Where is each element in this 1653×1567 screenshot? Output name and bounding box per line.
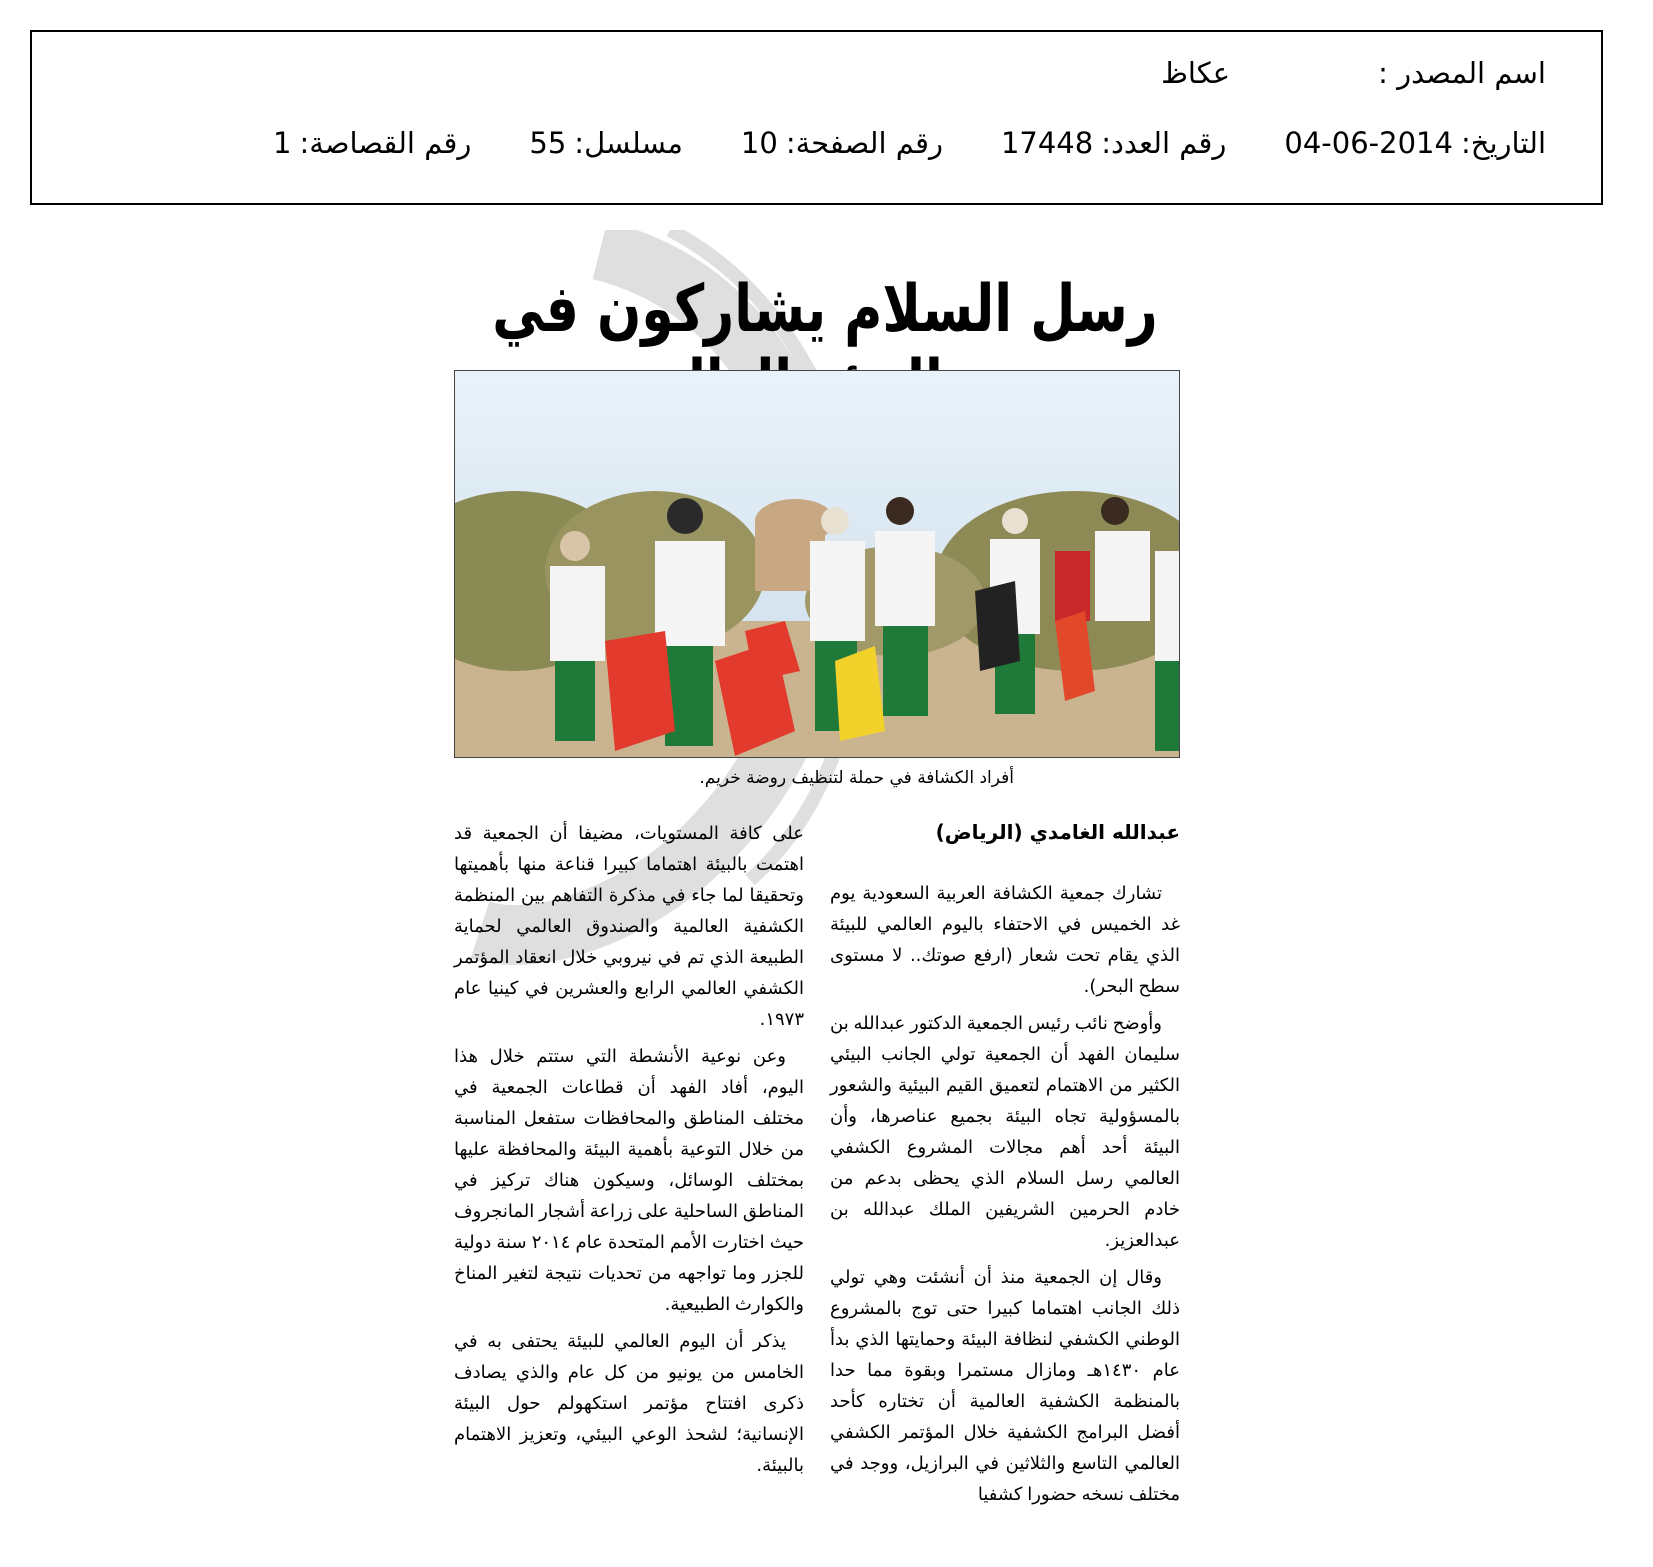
source-field — [1161, 56, 1546, 90]
serial-label: مسلسل: — [574, 126, 683, 160]
photo-caption: أفراد الكشافة في حملة لتنظيف روضة خريم. — [699, 768, 1014, 788]
paragraph: وأوضح نائب رئيس الجمعية الدكتور عبدالله بن سليمان الفهد أن الجمعية تولي الجانب البيئي الكثير من الاهتمام لتعميق القيم البيئية والشعور بالمسؤولية تجاه البيئة بجميع عناصرها، وأن البيئة أحد أهم مجالات المشروع الكشفي العالمي رسل السلام الذي يحظى بدعم من خادم الحرمين الشريفين الملك عبدالله بن عبدالعزيز. — [830, 1013, 1180, 1251]
paragraph: يذكر أن اليوم العالمي للبيئة يحتفى به في الخامس من يونيو من كل عام والذي يصادف ذكرى افتتاح مؤتمر استكهولم حول البيئة الإنسانية؛ لشحذ الوعي البيئي، وتعزيز الاهتمام بالبيئة. — [454, 1331, 804, 1476]
source-value: عكاظ — [1161, 56, 1231, 90]
issue-field — [1001, 126, 1226, 160]
scouts-cleanup-photo — [455, 371, 1180, 758]
metadata-row-source — [1161, 56, 1546, 90]
issue-value: 17448 — [1000, 126, 1094, 160]
article-column-right — [830, 878, 1180, 1516]
paragraph: على كافة المستويات، مضيفا أن الجمعية قد اهتمت بالبيئة اهتماما كبيرا قناعة منها بأهميتها وتحقيقا لما جاء في مذكرة التفاهم بين المنظمة الكشفية العالمية والصندوق العالمي لحماية الطبيعة الذي تم في نيروبي خلال انعقاد المؤتمر الكشفي العالمي الرابع والعشرين في كينيا عام ١٩٧٣. — [454, 823, 804, 1030]
paragraph: وقال إن الجمعية منذ أن أنشئت وهي تولي ذلك الجانب اهتماما كبيرا حتى توج بالمشروع الوطني الكشفي لنظافة البيئة وحمايتها الذي بدأ عام ١٤٣٠هـ ومازال مستمرا وبقوة مما حدا بالمنظمة الكشفية العالمية أن تختاره كأحد أفضل البرامج الكشفية خلال المؤتمر الكشفي العالمي التاسع والثلاثين في البرازيل، ووجد في مختلف نسخه حضورا كشفيا — [830, 1267, 1180, 1505]
article-headline: رسل السلام يشاركون في — [492, 272, 1158, 347]
page-value: 10 — [740, 126, 778, 160]
date-field — [1284, 126, 1546, 160]
source-label: اسم المصدر : — [1378, 56, 1546, 90]
date-value: 04-06-2014 — [1284, 126, 1453, 160]
article-photo — [454, 370, 1180, 758]
metadata-row-details — [273, 126, 1546, 160]
serial-field — [529, 126, 683, 160]
paragraph: تشارك جمعية الكشافة العربية السعودية يوم غد الخميس في الاحتفاء باليوم العالمي للبيئة الذي يقام تحت شعار (ارفع صوتك.. لا مستوى سطح البحر). — [830, 883, 1180, 997]
date-label: التاريخ: — [1460, 126, 1546, 160]
page-label: رقم الصفحة: — [785, 126, 943, 160]
clip-value: 1 — [273, 126, 292, 160]
paragraph: وعن نوعية الأنشطة التي ستتم خلال هذا اليوم، أفاد الفهد أن قطاعات الجمعية في مختلف المناطق والمحافظات ستفعل المناسبة من خلال التوعية بأهمية البيئة والمحافظة عليها بمختلف الوسائل، وسيكون هناك تركيز في المناطق الساحلية على زراعة أشجار المانجروف حيث اختارت الأمم المتحدة عام ٢٠١٤ سنة دولية للجزر وما تواجهه من تحديات نتيجة لتغير المناخ والكوارث الطبيعية. — [454, 1046, 804, 1315]
clip-label: رقم القصاصة: — [299, 126, 472, 160]
page-field — [741, 126, 943, 160]
serial-value: 55 — [529, 126, 567, 160]
clip-field — [273, 126, 471, 160]
issue-label: رقم العدد: — [1101, 126, 1227, 160]
article-column-left — [454, 818, 804, 1487]
article-byline: عبدالله الغامدي (الرياض) — [935, 820, 1180, 844]
clipping-metadata-box — [30, 30, 1603, 205]
